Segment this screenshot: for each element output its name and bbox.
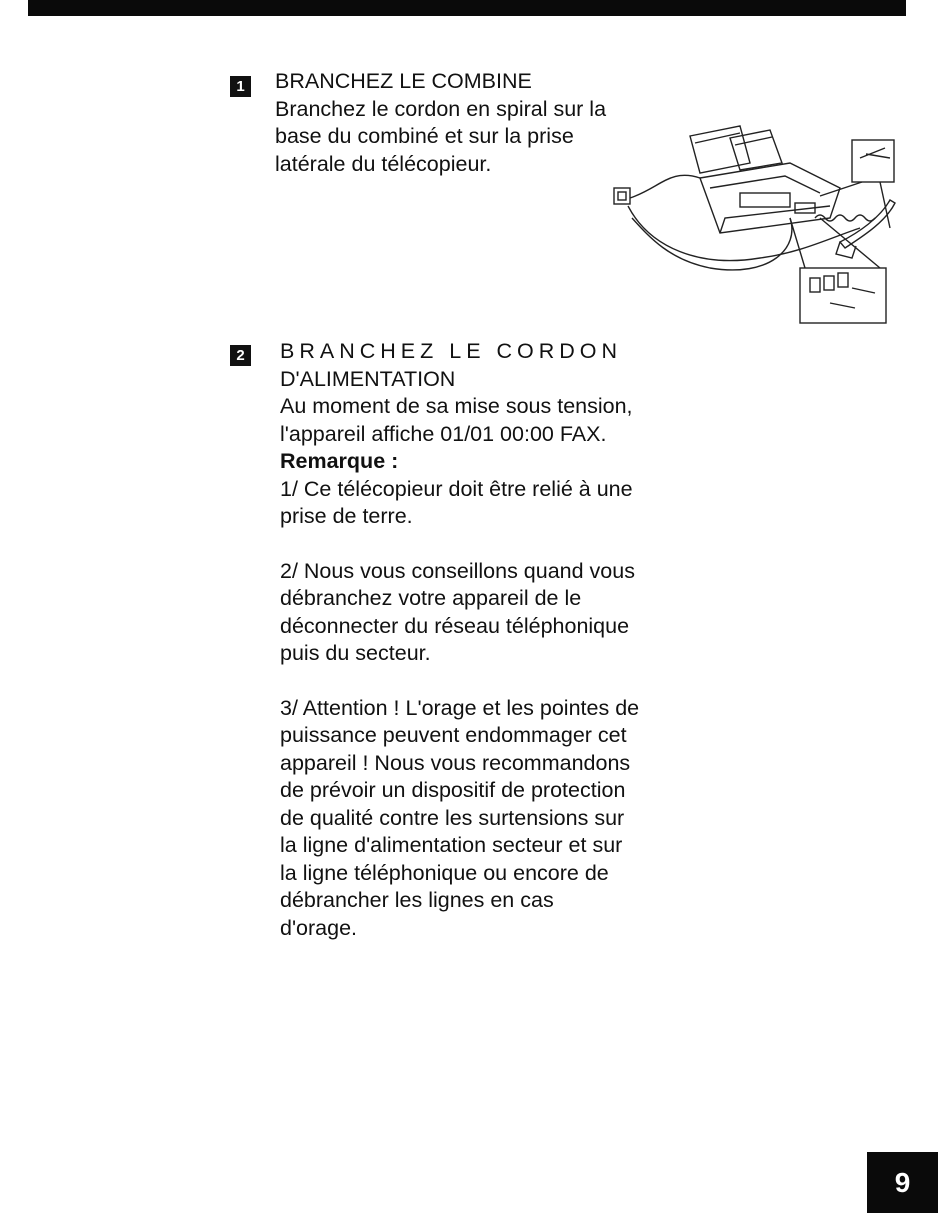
top-bar	[28, 0, 906, 16]
section-1-heading: BRANCHEZ LE COMBINE	[275, 69, 532, 93]
note-2-line: 2/ Nous vous conseillons quand vous	[280, 558, 635, 583]
fax-connection-illustration	[590, 118, 900, 328]
note-2-line: déconnecter du réseau téléphonique	[280, 613, 630, 638]
note-3-line: puissance peuvent endommager cet	[280, 723, 627, 747]
note-3-line: la ligne d'alimentation secteur et sur	[280, 833, 623, 857]
note-1-line: 1/ Ce télécopieur doit être relié à une	[280, 476, 633, 501]
note-3-line: de qualité contre les surtensions sur	[280, 805, 625, 830]
wall-socket-icon	[614, 188, 630, 204]
inset-connectors	[800, 268, 886, 323]
note-3-line: d'orage.	[280, 915, 358, 940]
fax-body-icon	[700, 163, 840, 233]
note-2-line: puis du secteur.	[280, 641, 431, 665]
section-1-line: base du combiné et sur la prise	[275, 124, 574, 148]
inset-handset-socket	[852, 140, 894, 182]
page-number: 9	[867, 1152, 938, 1213]
note-3-line: la ligne téléphonique ou encore de	[280, 860, 609, 885]
intro-line: Au moment de sa mise sous tension,	[280, 394, 633, 418]
section-2-heading: BRANCHEZ LE CORDON	[280, 339, 623, 363]
section-2	[280, 338, 664, 942]
note-3-line: débrancher les lignes en cas	[280, 888, 554, 912]
step-number-1: 1	[230, 76, 251, 97]
intro-line: l'appareil affiche 01/01 00:00 FAX.	[280, 421, 607, 446]
note-3-line: 3/ Attention ! L'orage et les pointes de	[280, 695, 640, 720]
note-1-line: prise de terre.	[280, 504, 413, 528]
step-number-2: 2	[230, 345, 251, 366]
section-1-line: latérale du télécopieur.	[275, 151, 492, 176]
section-1-line: Branchez le cordon en spiral sur la	[275, 96, 607, 121]
remark-label: Remarque :	[280, 449, 399, 473]
note-3-line: appareil ! Nous vous recommandons	[280, 750, 631, 775]
note-3-line: de prévoir un dispositif de protection	[280, 778, 626, 802]
note-2-line: débranchez votre appareil de le	[280, 586, 582, 610]
section-2-heading-cont: D'ALIMENTATION	[280, 366, 456, 391]
